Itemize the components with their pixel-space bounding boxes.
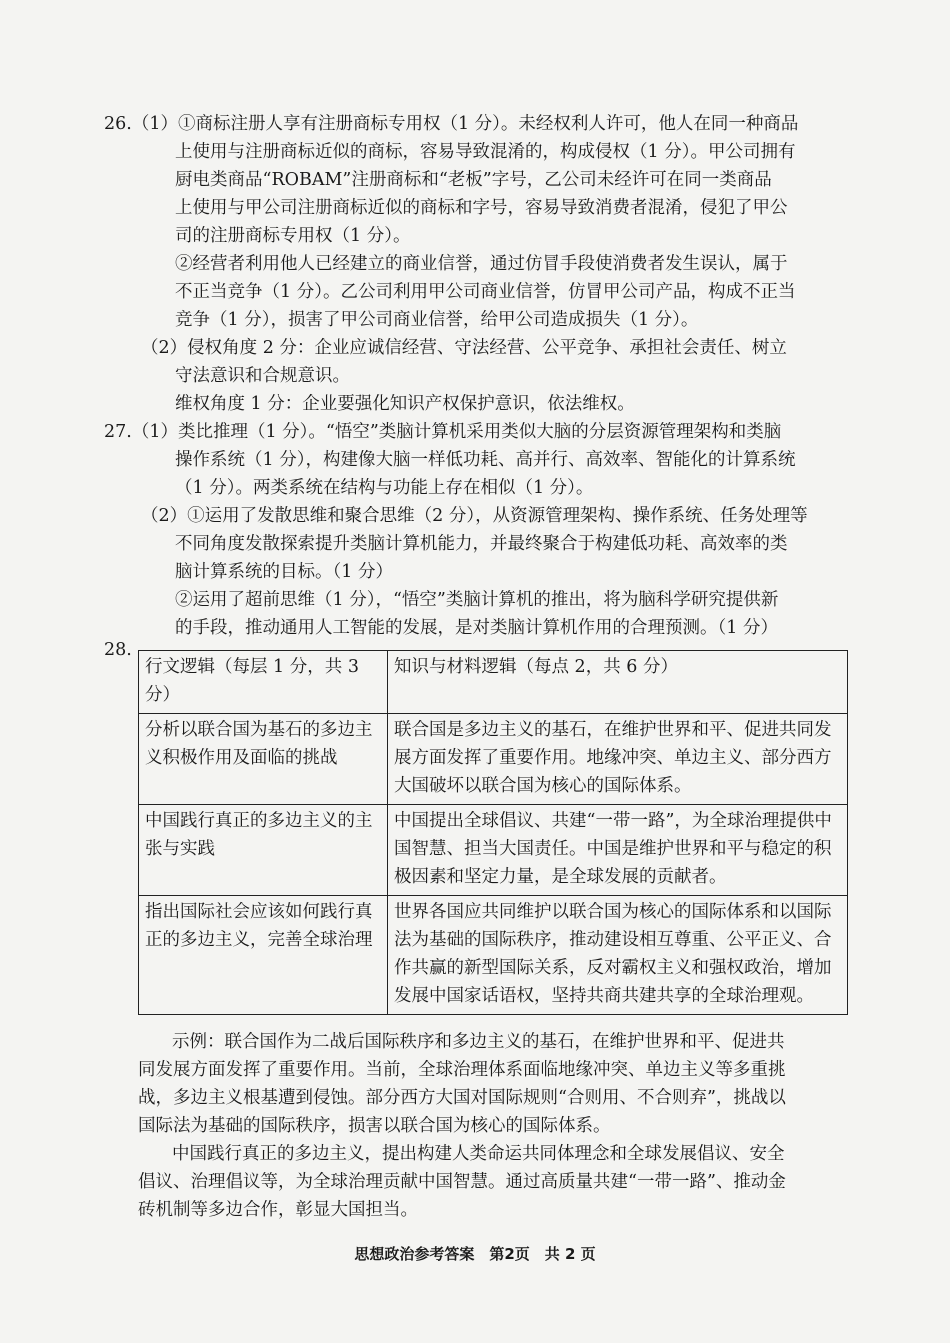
q26-line: 不正当竞争（1 分）。乙公司利用甲公司商业信誉，仿冒甲公司产品，构成不正当 bbox=[175, 282, 796, 302]
q26-line: 竞争（1 分），损害了甲公司商业信誉，给甲公司造成损失（1 分）。 bbox=[175, 310, 699, 330]
table-header-row bbox=[139, 651, 848, 714]
table-cell: 世界各国应共同维护以联合国为核心的国际体系和以国际法为基础的国际秩序，推动建设相互尊重、公平正义、合作共赢的新型国际关系，反对霸权主义和强权政治，增加发展中国家话语权，坚持共商共建共享的全球治理观。 bbox=[388, 896, 848, 1015]
table-cell: 分析以联合国为基石的多边主义积极作用及面临的挑战 bbox=[139, 714, 388, 805]
q26-line: （2）侵权角度 2 分：企业应诚信经营、守法经营、公平竞争、承担社会责任、树立 bbox=[141, 338, 787, 358]
q26-line: 司的注册商标专用权（1 分）。 bbox=[175, 226, 411, 246]
q26-line: 维权角度 1 分：企业要强化知识产权保护意识，依法维权。 bbox=[175, 394, 635, 414]
q26-line: 上使用与注册商标近似的商标，容易导致混淆的，构成侵权（1 分）。甲公司拥有 bbox=[175, 142, 796, 162]
q26-line: 厨电类商品“ROBAM”注册商标和“老板”字号，乙公司未经许可在同一类商品 bbox=[175, 170, 772, 190]
table-cell: 联合国是多边主义的基石，在维护世界和平、促进共同发展方面发挥了重要作用。地缘冲突、单边主义、部分西方大国破坏以联合国为核心的国际体系。 bbox=[388, 714, 848, 805]
table-row bbox=[139, 805, 848, 896]
q26-line: 26.（1）①商标注册人享有注册商标专用权（1 分）。未经权利人许可，他人在同一种商品 bbox=[104, 114, 799, 134]
table-row bbox=[139, 714, 848, 805]
table-header-cell: 行文逻辑（每层 1 分，共 3 分） bbox=[139, 651, 388, 714]
example-line: 战，多边主义根基遭到侵蚀。部分西方大国对国际规则“合则用、不合则弃”，挑战以 bbox=[138, 1088, 786, 1108]
q28-number: 28. bbox=[104, 640, 132, 660]
example-line: 砖机制等多边合作，彰显大国担当。 bbox=[138, 1200, 418, 1220]
example-line: 国际法为基础的国际秩序，损害以联合国为核心的国际体系。 bbox=[138, 1116, 611, 1136]
q26-line: 上使用与甲公司注册商标近似的商标和字号，容易导致消费者混淆，侵犯了甲公 bbox=[175, 198, 788, 218]
q27-line: 操作系统（1 分），构建像大脑一样低功耗、高并行、高效率、智能化的计算系统 bbox=[175, 450, 796, 470]
q27-line: 27.（1）类比推理（1 分）。“悟空”类脑计算机采用类似大脑的分层资源管理架构和类脑 bbox=[104, 422, 782, 442]
q26-line: 守法意识和合规意识。 bbox=[175, 366, 350, 386]
q27-line: （2）①运用了发散思维和聚合思维（2 分），从资源管理架构、操作系统、任务处理等 bbox=[141, 506, 808, 526]
example-line: 同发展方面发挥了重要作用。当前，全球治理体系面临地缘冲突、单边主义等多重挑 bbox=[138, 1060, 786, 1080]
table-cell: 中国践行真正的多边主义的主张与实践 bbox=[139, 805, 388, 896]
q27-line: ②运用了超前思维（1 分），“悟空”类脑计算机的推出，将为脑科学研究提供新 bbox=[175, 590, 779, 610]
table-cell: 指出国际社会应该如何践行真正的多边主义，完善全球治理 bbox=[139, 896, 388, 1015]
q28-scoring-table bbox=[138, 650, 848, 1015]
page-footer: 思想政治参考答案 第2页 共 2 页 bbox=[354, 1245, 596, 1263]
table-row bbox=[139, 896, 848, 1015]
example-line: 中国践行真正的多边主义，提出构建人类命运共同体理念和全球发展倡议、安全 bbox=[172, 1144, 785, 1164]
example-line: 倡议、治理倡议等，为全球治理贡献中国智慧。通过高质量共建“一带一路”、推动金 bbox=[138, 1172, 786, 1192]
table-cell: 中国提出全球倡议、共建“一带一路”，为全球治理提供中国智慧、担当大国责任。中国是维护世界和平与稳定的积极因素和坚定力量，是全球发展的贡献者。 bbox=[388, 805, 848, 896]
q27-line: 脑计算系统的目标。（1 分） bbox=[175, 562, 393, 582]
example-line: 示例：联合国作为二战后国际秩序和多边主义的基石，在维护世界和平、促进共 bbox=[172, 1032, 785, 1052]
table-header-cell: 知识与材料逻辑（每点 2，共 6 分） bbox=[388, 651, 848, 714]
q27-line: 的手段，推动通用人工智能的发展，是对类脑计算机作用的合理预测。（1 分） bbox=[175, 618, 778, 638]
q27-line: 不同角度发散探索提升类脑计算机能力，并最终聚合于构建低功耗、高效率的类 bbox=[175, 534, 788, 554]
q27-line: （1 分）。两类系统在结构与功能上存在相似（1 分）。 bbox=[175, 478, 594, 498]
q26-line: ②经营者利用他人已经建立的商业信誉，通过仿冒手段使消费者发生误认，属于 bbox=[175, 254, 788, 274]
